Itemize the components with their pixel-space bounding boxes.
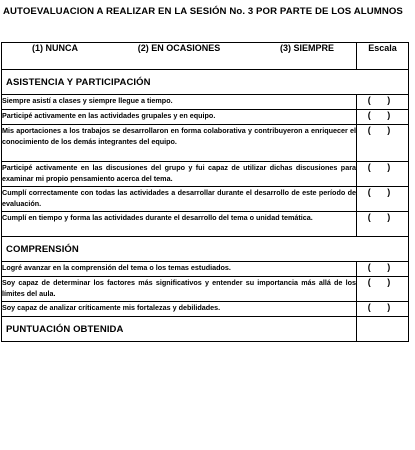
score-cell[interactable] [357,187,409,212]
score-mark: ( ) [367,302,398,312]
item-text: Logré avanzar en la comprensión del tema o los temas estudiados. [2,262,357,277]
table-row [2,302,409,317]
score-mark: ( ) [367,125,398,135]
table-row [2,110,409,125]
score-cell[interactable] [357,125,409,162]
section-row-comprension [2,237,409,262]
score-cell[interactable] [357,162,409,187]
table-row [2,277,409,302]
item-text: Soy capaz de determinar los factores más significativos y entender su importancia más allá de los límites del aula. [2,277,357,302]
item-text: Participé activamente en las discusiones del grupo y fui capaz de utilizar dichas discusiones para examinar mi propio pensamiento acerca del tema. [2,162,357,187]
table-row [2,262,409,277]
score-mark: ( ) [367,262,398,272]
score-mark: ( ) [367,187,398,197]
item-text: Siempre asistí a clases y siempre llegue a tiempo. [2,95,357,110]
score-cell[interactable] [357,95,409,110]
table-row [2,212,409,237]
scale-header-row [2,43,409,70]
score-cell[interactable] [357,212,409,237]
score-mark: ( ) [367,162,398,172]
section-title-asistencia: ASISTENCIA Y PARTICIPACIÓN [2,70,409,95]
table-row [2,125,409,162]
score-cell[interactable] [357,110,409,125]
scale-legend [2,43,357,70]
section-row-asistencia [2,70,409,95]
item-text: Cumplí en tiempo y forma las actividades durante el desarrollo del tema o unidad temática. [2,212,357,237]
scale-column-header: Escala [357,43,409,70]
score-cell[interactable] [357,262,409,277]
self-evaluation-table [1,42,409,342]
score-mark: ( ) [367,110,398,120]
total-score-label: PUNTUACIÓN OBTENIDA [2,317,357,342]
item-text: Participé activamente en las actividades grupales y en equipo. [2,110,357,125]
total-score-row [2,317,409,342]
score-cell[interactable] [357,302,409,317]
scale-option-en-ocasiones: (2) EN OCASIONES [137,43,221,53]
score-mark: ( ) [367,277,398,287]
table-row [2,162,409,187]
scale-option-siempre: (3) SIEMPRE [279,43,334,53]
score-cell[interactable] [357,277,409,302]
item-text: Cumplí correctamente con todas las actividades a desarrollar durante el desarrollo de este período de evaluación. [2,187,357,212]
item-text: Mis aportaciones a los trabajos se desarrollaron en forma colaborativa y contribuyeron a enriquecer el conocimiento de los demás integrantes del equipo. [2,125,357,162]
scale-option-nunca: (1) NUNCA [32,43,78,53]
section-title-comprension: COMPRENSIÓN [2,237,409,262]
document-title: AUTOEVALUACION A REALIZAR EN LA SESIÓN No. 3 POR PARTE DE LOS ALUMNOS [3,6,403,17]
table-row [2,95,409,110]
total-score-value[interactable] [357,317,409,342]
score-mark: ( ) [367,95,398,105]
table-row [2,187,409,212]
item-text: Soy capaz de analizar críticamente mis fortalezas y debilidades. [2,302,357,317]
score-mark: ( ) [367,212,398,222]
